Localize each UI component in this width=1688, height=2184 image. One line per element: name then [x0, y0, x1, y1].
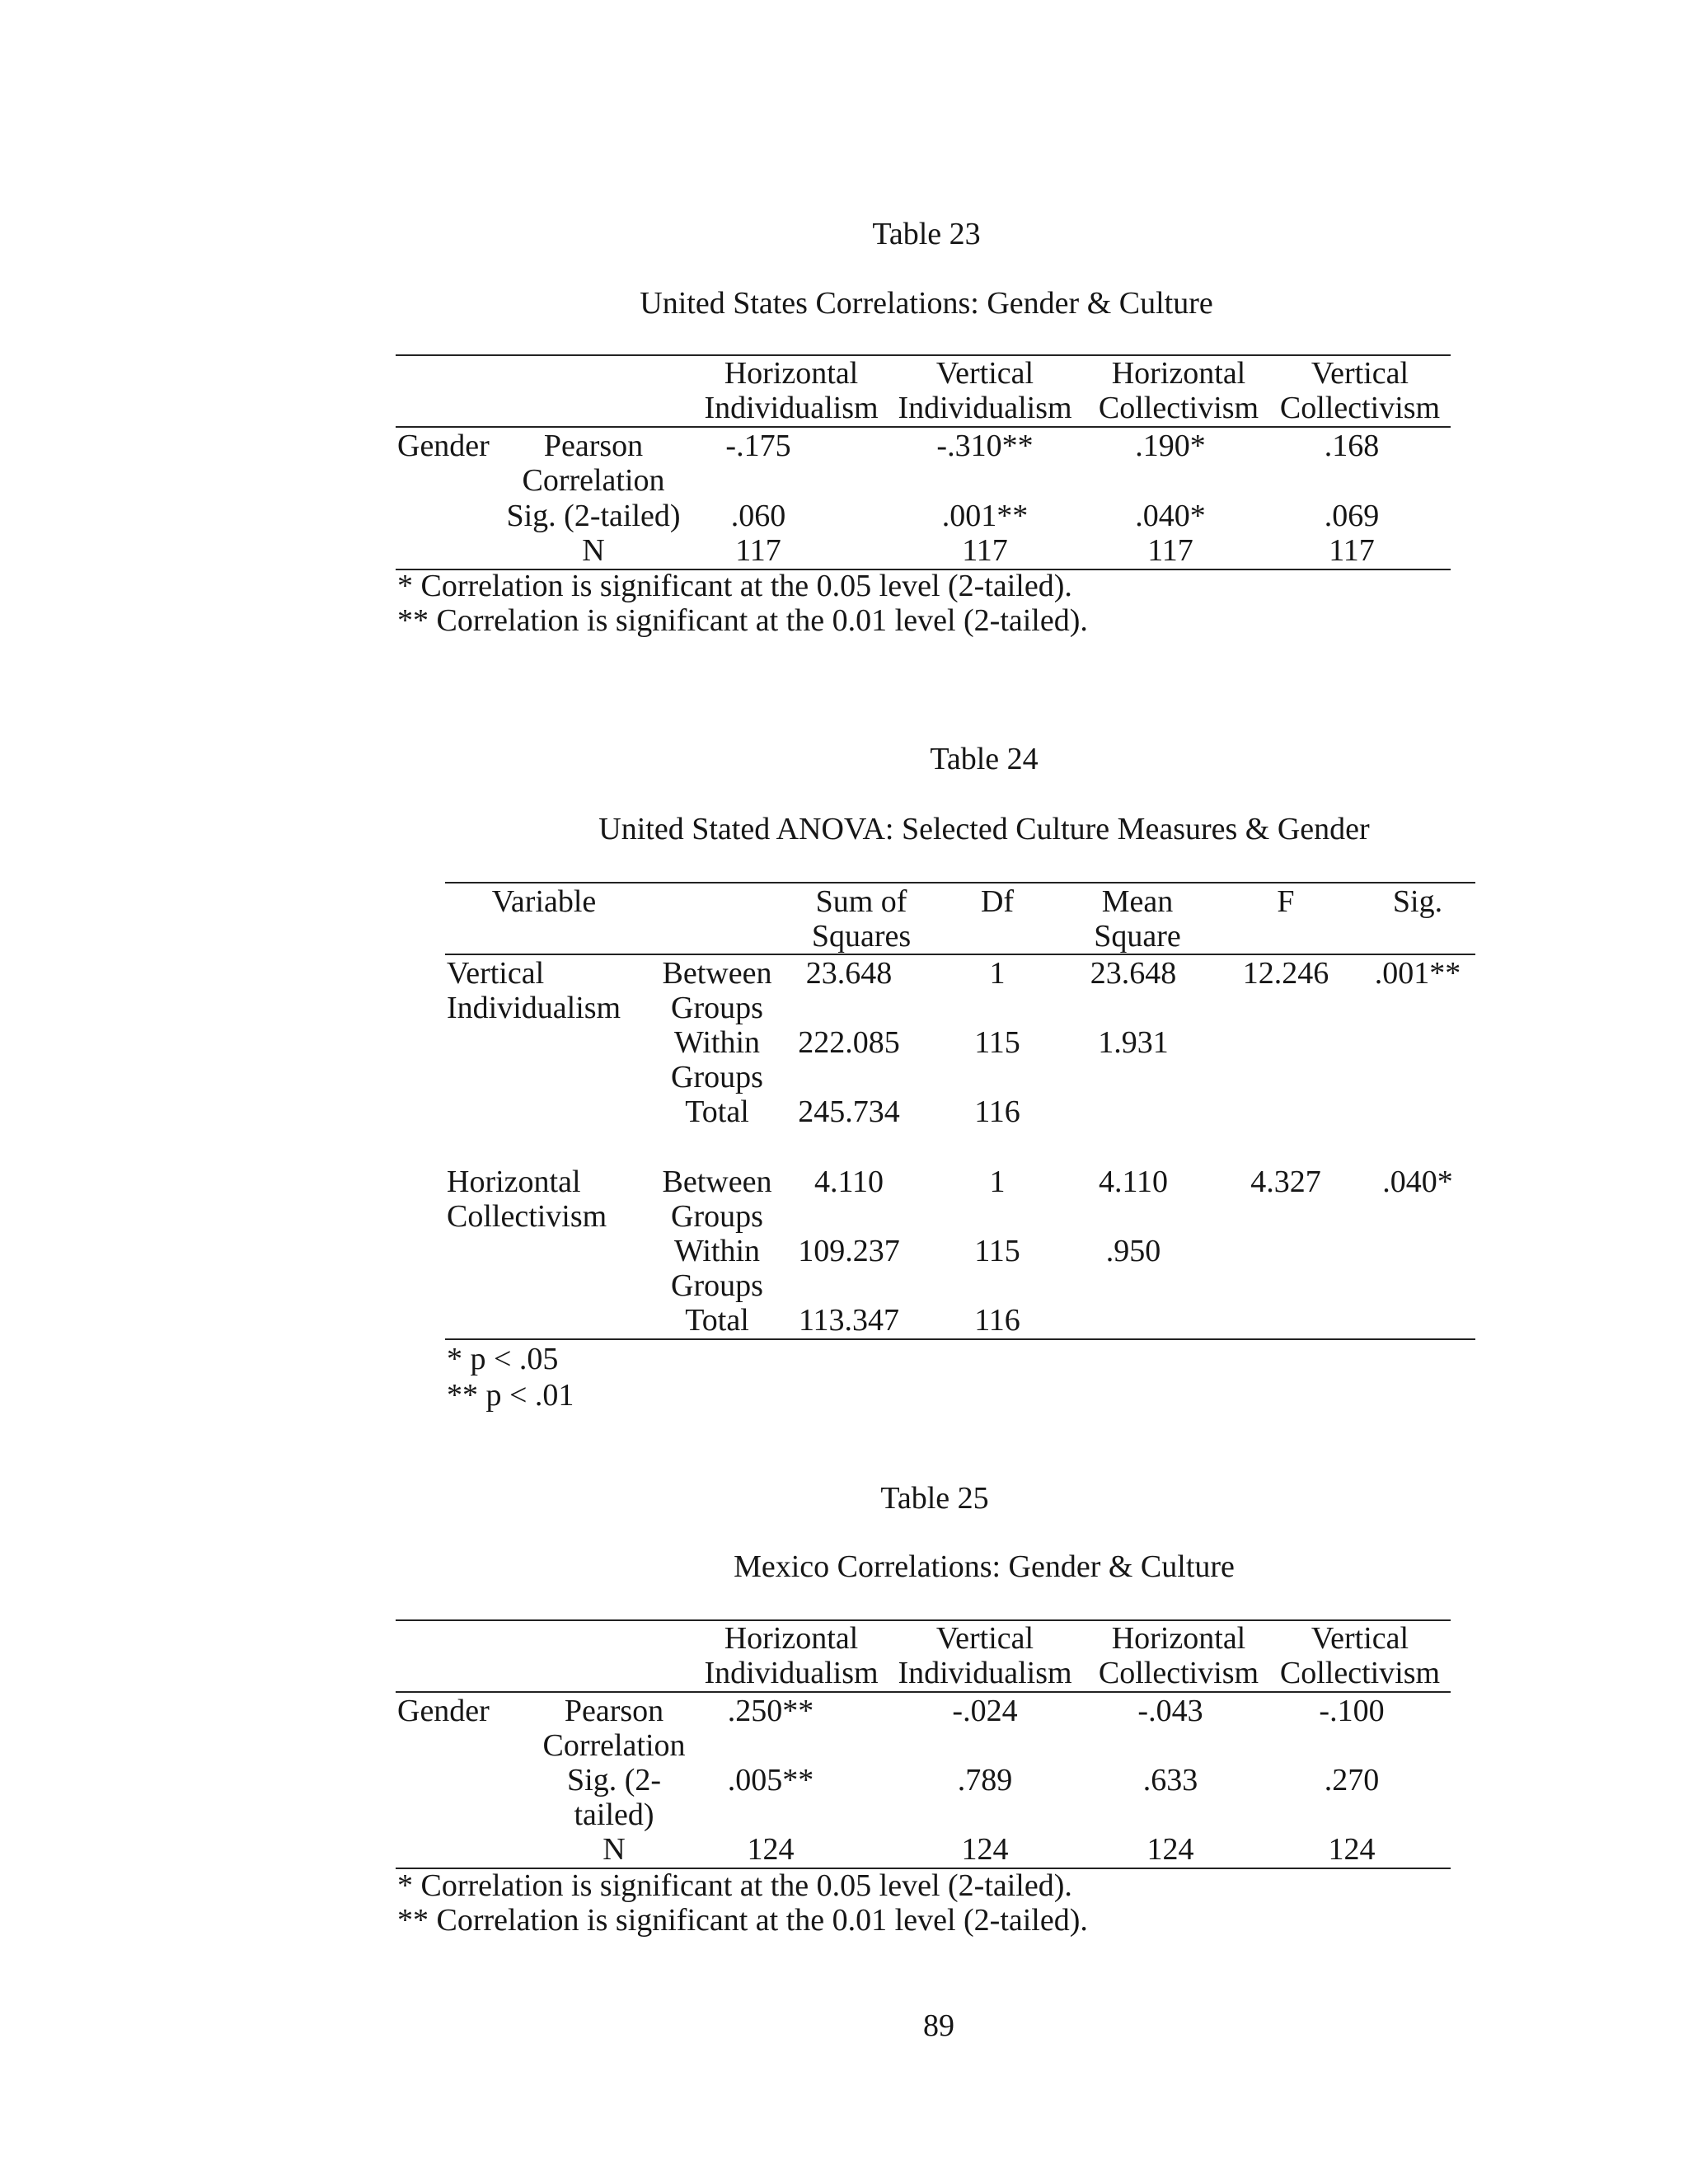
table24-bottom-rule — [445, 1338, 1475, 1340]
table23-col-header: Horizontal Collectivism — [1098, 356, 1259, 425]
table25-title: Mexico Correlations: Gender & Culture — [734, 1549, 1235, 1584]
table23-cell: 117 — [735, 533, 781, 568]
table25-row-label: Pearson Correlation — [542, 1694, 686, 1763]
table23-col-header: Vertical Individualism — [898, 356, 1072, 425]
table23-header-rule — [396, 426, 1451, 428]
table23-col-header: Vertical Collectivism — [1279, 356, 1441, 425]
table25-col-header: Horizontal Individualism — [704, 1621, 879, 1690]
table24-header-ms: Mean Square — [1094, 884, 1181, 954]
table23-cell: .001** — [941, 499, 1029, 533]
table24-cell-f: 4.327 — [1250, 1165, 1321, 1199]
table24-source: Total — [685, 1303, 749, 1338]
table23-cell: 117 — [1329, 533, 1375, 568]
table23-row-group: Gender — [397, 429, 490, 463]
table23-col-header: Horizontal Individualism — [704, 356, 879, 425]
table25-cell: -.024 — [952, 1694, 1018, 1728]
table24-header-sig: Sig. — [1392, 884, 1443, 919]
table24-cell-ms: .950 — [1105, 1234, 1161, 1268]
table25-header-rule — [396, 1691, 1451, 1693]
table25-cell: .633 — [1142, 1763, 1198, 1797]
table24-source: Total — [685, 1094, 749, 1129]
table25-col-header: Vertical Collectivism — [1279, 1621, 1441, 1690]
table25-cell: .005** — [727, 1763, 814, 1797]
table24-header-rule — [445, 954, 1475, 955]
table23-cell: .069 — [1324, 499, 1380, 533]
table25-row-label: N — [603, 1832, 626, 1867]
table23-title: United States Correlations: Gender & Culture — [640, 286, 1213, 321]
table24-cell-df: 115 — [974, 1025, 1020, 1060]
table24-cell-f: 12.246 — [1242, 956, 1329, 991]
table25-row-group: Gender — [397, 1694, 490, 1728]
table24-header-f: F — [1277, 884, 1295, 919]
table23-cell: .040* — [1135, 499, 1206, 533]
table25-cell: .250** — [727, 1694, 814, 1728]
table23-cell: .168 — [1324, 429, 1380, 463]
table24-source: Between Groups — [662, 1165, 772, 1234]
table23-cell: .060 — [730, 499, 786, 533]
table23-note: ** Correlation is significant at the 0.01 level (2-tailed). — [397, 603, 1088, 638]
table25-cell: .789 — [957, 1763, 1013, 1797]
table24-top-rule — [445, 882, 1475, 883]
table23-cell: .190* — [1135, 429, 1206, 463]
table23-cell: 117 — [962, 533, 1008, 568]
table24-note: ** p < .01 — [447, 1378, 574, 1413]
table24-cell-ms: 4.110 — [1098, 1165, 1169, 1199]
table25-cell: 124 — [747, 1832, 795, 1867]
table25-note: ** Correlation is significant at the 0.01 level (2-tailed). — [397, 1903, 1088, 1938]
table24-variable: Horizontal Collectivism — [447, 1165, 607, 1234]
table24-title: United Stated ANOVA: Selected Culture Measures & Gender — [598, 812, 1370, 846]
table23-cell: -.310** — [936, 429, 1034, 463]
table24-cell-sig: .040* — [1382, 1165, 1453, 1199]
table25-cell: 124 — [961, 1832, 1009, 1867]
table23-row-label: Pearson Correlation — [522, 429, 665, 498]
table24-source: Within Groups — [671, 1025, 763, 1094]
table24-cell-ms: 1.931 — [1098, 1025, 1169, 1060]
table25-cell: -.100 — [1319, 1694, 1385, 1728]
table24-header-df: Df — [980, 884, 1015, 919]
table24-cell-ms: 23.648 — [1090, 956, 1177, 991]
table25-note: * Correlation is significant at the 0.05 level (2-tailed). — [397, 1868, 1072, 1903]
table24-cell-df: 116 — [974, 1303, 1020, 1338]
table24-note: * p < .05 — [447, 1342, 559, 1376]
table23-row-label: N — [582, 533, 605, 568]
table25-cell: -.043 — [1137, 1694, 1203, 1728]
table23-caption: Table 23 — [872, 217, 981, 251]
table24-cell-ss: 113.347 — [798, 1303, 900, 1338]
table24-cell-ss: 109.237 — [798, 1234, 900, 1268]
table24-header-variable: Variable — [491, 884, 597, 919]
table25-cell: 124 — [1328, 1832, 1376, 1867]
table23-cell: -.175 — [725, 429, 791, 463]
table25-caption: Table 25 — [880, 1481, 989, 1516]
table24-cell-df: 1 — [989, 956, 1006, 991]
table23-note: * Correlation is significant at the 0.05 level (2-tailed). — [397, 569, 1072, 603]
page-number: 89 — [923, 2008, 954, 2043]
table25-col-header: Horizontal Collectivism — [1098, 1621, 1259, 1690]
table24-cell-df: 115 — [974, 1234, 1020, 1268]
table24-cell-ss: 222.085 — [798, 1025, 900, 1060]
table24-cell-df: 116 — [974, 1094, 1020, 1129]
table23-cell: 117 — [1147, 533, 1193, 568]
table24-source: Between Groups — [662, 956, 772, 1025]
table24-cell-df: 1 — [989, 1165, 1006, 1199]
table24-cell-sig: .001** — [1374, 956, 1461, 991]
table25-cell: .270 — [1324, 1763, 1380, 1797]
table25-row-label: Sig. (2- tailed) — [567, 1763, 661, 1832]
table24-cell-ss: 4.110 — [814, 1165, 884, 1199]
table24-cell-ss: 23.648 — [805, 956, 893, 991]
table24-variable: Vertical Individualism — [447, 956, 621, 1025]
table24-header-ss: Sum of Squares — [811, 884, 912, 954]
table24-cell-ss: 245.734 — [798, 1094, 900, 1129]
table23-row-label: Sig. (2-tailed) — [506, 499, 681, 533]
table25-col-header: Vertical Individualism — [898, 1621, 1072, 1690]
table24-caption: Table 24 — [930, 742, 1039, 776]
table24-source: Within Groups — [671, 1234, 763, 1303]
table25-cell: 124 — [1146, 1832, 1194, 1867]
